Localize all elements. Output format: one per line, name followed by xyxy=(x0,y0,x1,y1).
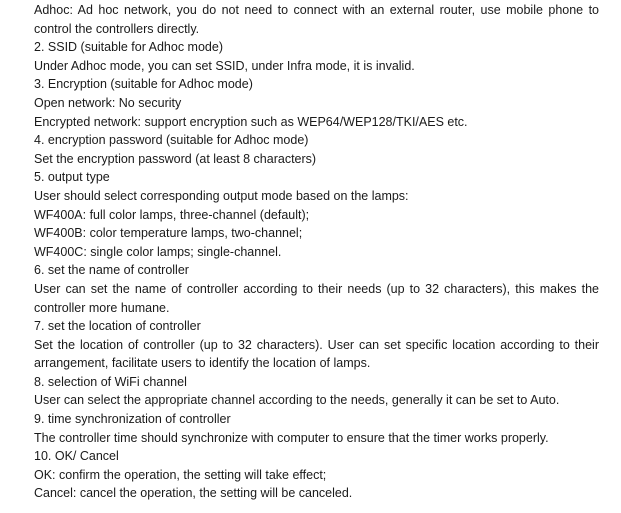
section-heading-time-sync: 9. time synchronization of controller xyxy=(34,412,231,427)
section-heading-controller-location: 7. set the location of controller xyxy=(34,319,201,334)
section-heading-wifi-channel: 8. selection of WiFi channel xyxy=(34,374,187,389)
output-mode-wf400b: WF400B: color temperature lamps, two-channel; xyxy=(34,226,303,241)
output-mode-wf400c: WF400C: single color lamps; single-channel. xyxy=(34,244,282,259)
output-mode-wf400a: WF400A: full color lamps, three-channel (default); xyxy=(34,207,310,222)
ok-description: OK: confirm the operation, the setting will take effect; xyxy=(34,467,327,482)
encrypted-network-description: Encrypted network: support encryption such as WEP64/WEP128/TKI/AES etc. xyxy=(34,114,468,129)
wifi-channel-description: User can select the appropriate channel according to the needs, generally it can be set to Auto. xyxy=(34,393,560,408)
section-heading-encryption: 3. Encryption (suitable for Adhoc mode) xyxy=(34,77,253,92)
output-type-description: User should select corresponding output mode based on the lamps: xyxy=(34,188,409,203)
section-heading-ssid: 2. SSID (suitable for Adhoc mode) xyxy=(34,40,223,55)
section-heading-ok-cancel: 10. OK/ Cancel xyxy=(34,449,119,464)
ssid-description: Under Adhoc mode, you can set SSID, under Infra mode, it is invalid. xyxy=(34,58,415,73)
controller-location-description: Set the location of controller (up to 32 characters). User can set specific location according to their arrangement, facilitate users to identify the location of lamps. xyxy=(34,337,599,371)
controller-name-description: User can set the name of controller according to their needs (up to 32 characters), this makes the controller more humane. xyxy=(34,281,599,315)
section-heading-output-type: 5. output type xyxy=(34,170,110,185)
section-heading-encryption-password: 4. encryption password (suitable for Adhoc mode) xyxy=(34,133,309,148)
section-heading-controller-name: 6. set the name of controller xyxy=(34,263,189,278)
open-network-description: Open network: No security xyxy=(34,95,182,110)
time-sync-description: The controller time should synchronize with computer to ensure that the timer works properly. xyxy=(34,430,549,445)
cancel-description: Cancel: cancel the operation, the setting will be canceled. xyxy=(34,486,353,501)
adhoc-description: Adhoc: Ad hoc network, you do not need to connect with an external router, use mobile phone to control the controllers directly. xyxy=(34,3,599,36)
encryption-password-description: Set the encryption password (at least 8 characters) xyxy=(34,151,317,166)
